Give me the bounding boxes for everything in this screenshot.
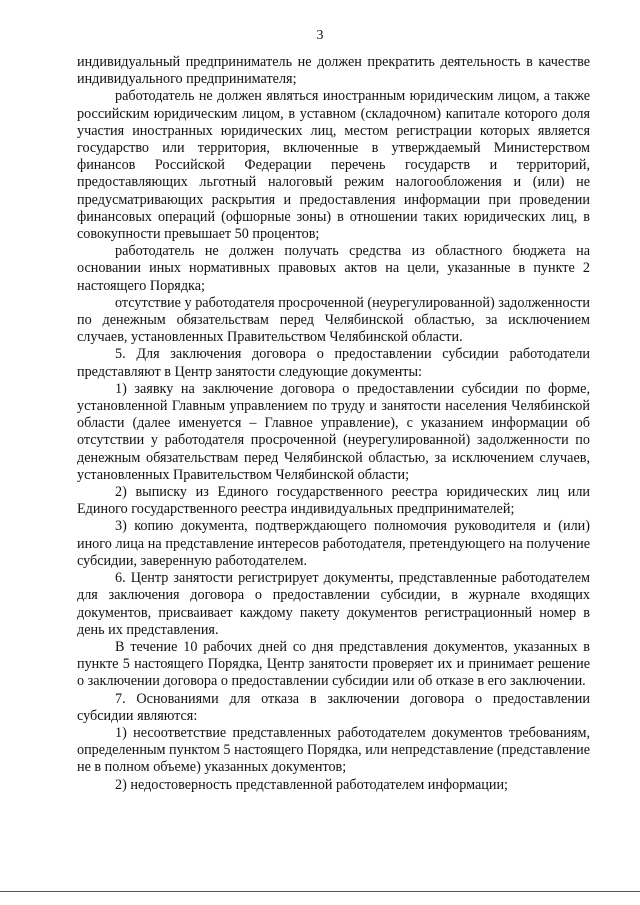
paragraph-item-5-3: 3) копию документа, подтверждающего полномочия руководителя и (или) иного лица на представление интересов работодателя, претендующего на получение субсидии, заверенную работодателем. — [77, 518, 590, 569]
paragraph-item-7-1: 1) несоответствие представленных работодателем документов требованиям, определенным пунктом 5 настоящего Порядка, или непредставление (представление не в полном объеме) указанных документов; — [77, 724, 590, 776]
paragraph-review-period: В течение 10 рабочих дней со дня представления документов, указанных в пункте 5 настоящего Порядка, Центр занятости проверяет их и принимает решение о заключении договора о предоставлении субсидии или об отказе в его заключении. — [77, 638, 590, 690]
paragraph-no-debt: отсутствие у работодателя просроченной (неурегулированной) задолженности по денежным обязательствам перед Челябинской областью, за исключением случаев, установленных Правительством Челябинской области. — [77, 294, 590, 346]
paragraph-item-7-2: 2) недостоверность представленной работодателем информации; — [115, 776, 508, 793]
paragraph-item-6: 6. Центр занятости регистрирует документы, представленные работодателем для заключения договора о предоставлении субсидии, в журнале входящих документов, присваивает каждому пакету документов регистрационный номер в день их представления. — [77, 570, 590, 638]
paragraph-item-5-2: 2) выписку из Единого государственного реестра юридических лиц или Единого государственного реестра индивидуальных предпринимателей; — [77, 484, 590, 518]
page-bottom-rule — [0, 891, 640, 892]
page-number: 3 — [316, 28, 324, 43]
paragraph-regional-budget: работодатель не должен получать средства из областного бюджета на основании иных нормативных правовых актов на цели, указанные в пункте 2 настоящего Порядка; — [77, 243, 590, 294]
paragraph-item-5-1: 1) заявку на заключение договора о предоставлении субсидии по форме, установленной Главным управлением по труду и занятости населения Челябинской области (далее именуется – Главное управление), с указанием информации об отсутствии у работодателя просроченной (неурегулированной) задолженности по денежным обязательствам перед Челябинской областью, за исключением случаев, установленных Правительством Челябинской области; — [77, 380, 590, 483]
paragraph-item-7: 7. Основаниями для отказа в заключении договора о предоставлении субсидии являются: — [77, 690, 590, 724]
paragraph-foreign-entity: работодатель не должен являться иностранным юридическим лицом, а также российским юридическим лицом, в уставном (складочном) капитале которого доля участия иностранных юридических лиц, местом регистрации которых является государство или территория, включенные в утверждаемый Министерством финансов Российской Федерации перечень государств и территорий, предоставляющих льготный налоговый режим налогообложения и (или) не предусматривающих раскрытия и предоставления информации при проведении финансовых операций (офшорные зоны) в отношении таких юридических лиц, в совокупности превышает 50 процентов; — [77, 88, 590, 243]
paragraph-continuation: индивидуальный предприниматель не должен прекратить деятельность в качестве индивидуального предпринимателя; — [77, 54, 590, 88]
document-body — [77, 54, 590, 794]
paragraph-item-5: 5. Для заключения договора о предоставлении субсидии работодатели представляют в Центр занятости следующие документы: — [77, 346, 590, 380]
